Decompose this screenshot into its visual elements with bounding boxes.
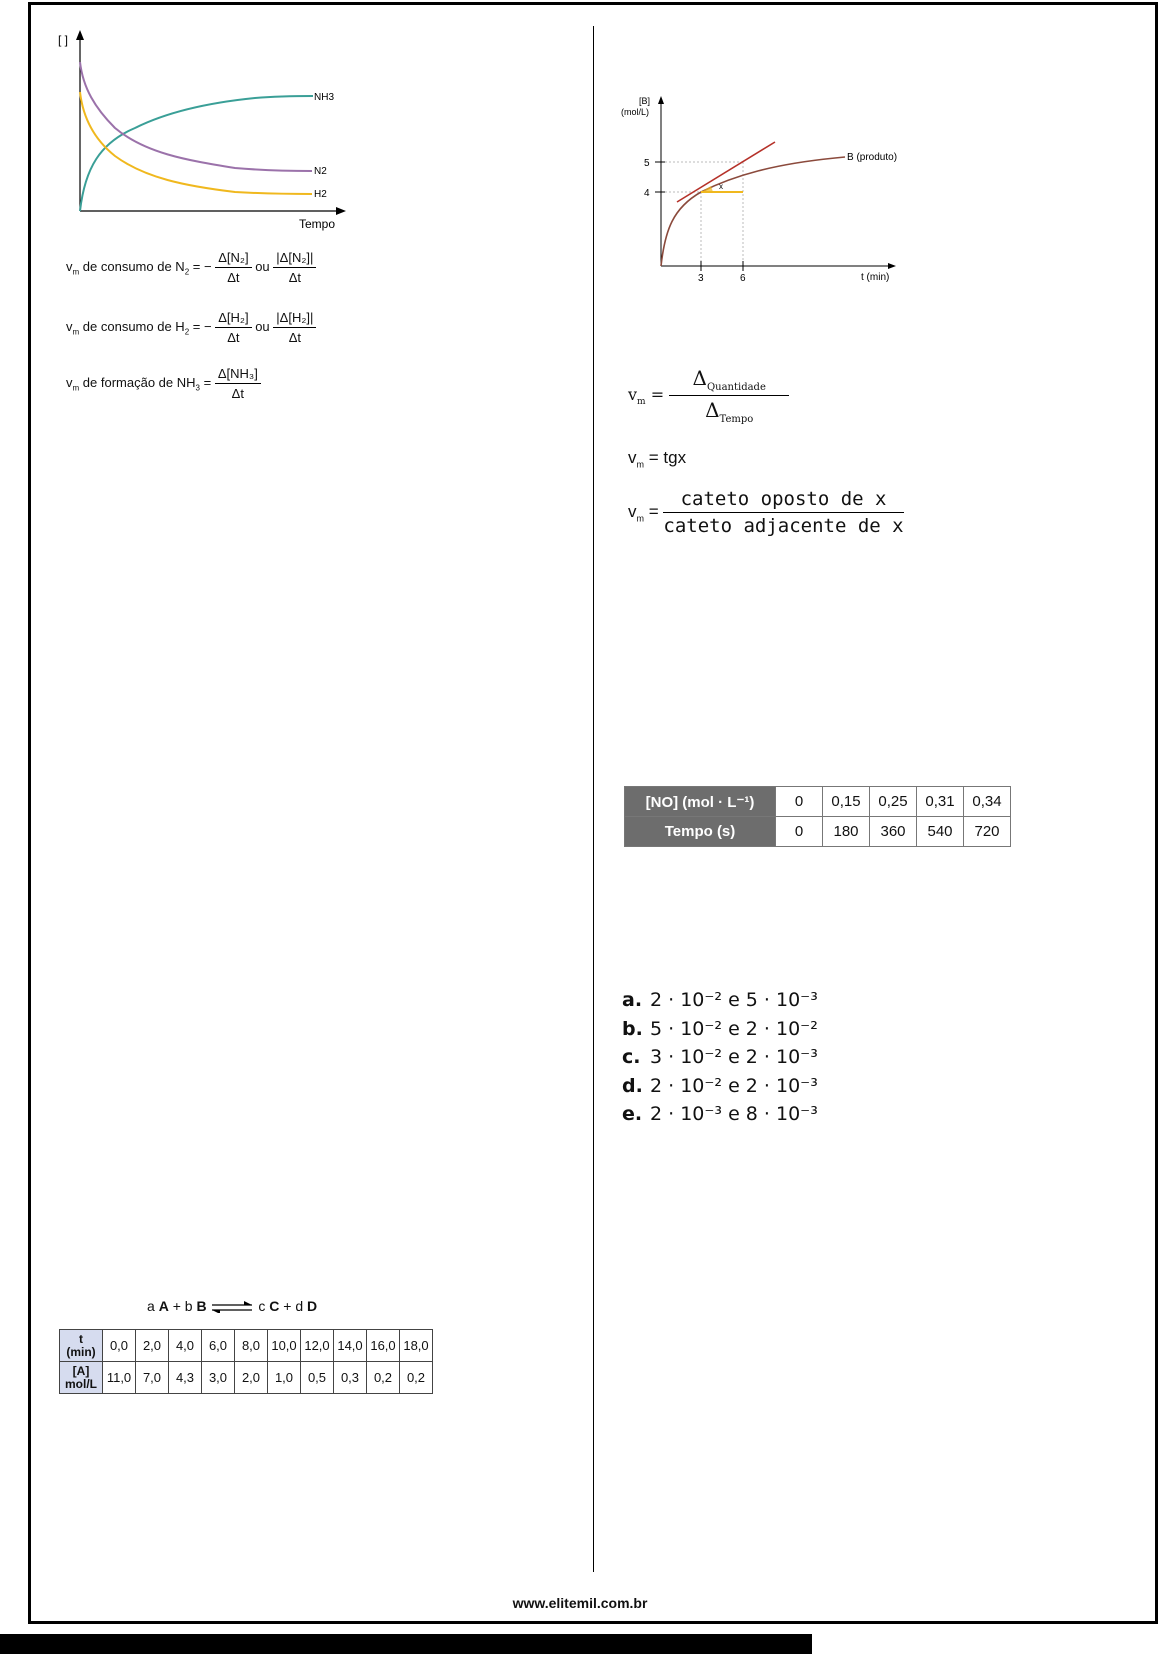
option-b[interactable]: b. 5 · 10⁻² e 2 · 10⁻² (622, 1017, 818, 1040)
option-a[interactable]: a. 2 · 10⁻² e 5 · 10⁻³ (622, 989, 818, 1011)
series-nh3-label: NH3 (314, 92, 335, 103)
formula-n2-consumption: $v_m$ de consumo de $N_2$ = − $\frac{\text{Δ[N₂]}}{\Delta t}$ ou $\frac{\text{|Δ[N₂]|}}{\Delta t}$ (66, 250, 316, 285)
table-cell: 0,31 (917, 787, 964, 817)
x-tick-label-3: 3 (698, 273, 704, 284)
table-row (625, 787, 1011, 817)
formula-h2-consumption: $v_m$ de consumo de $H_2$ = − $\frac{\text{Δ[H₂]}}{\Delta t}$ ou $\frac{\text{|Δ[H₂]|}}{\Delta t}$ (66, 310, 316, 345)
table-cell: 4,0 (169, 1330, 202, 1362)
y-tick-label-5: 5 (644, 158, 650, 169)
row-header: [A] mol/L (60, 1362, 103, 1394)
y-axis-label-line1: [B] (639, 96, 651, 106)
x-tick-label-6: 6 (740, 273, 746, 284)
table-cell: 0,0 (103, 1330, 136, 1362)
table-cell: 540 (917, 817, 964, 847)
no-concentration-table (624, 786, 1011, 847)
bottom-black-bar (0, 1634, 812, 1654)
table-cell: 360 (870, 817, 917, 847)
table-cell: 12,0 (301, 1330, 334, 1362)
table-cell: 180 (823, 817, 870, 847)
y-tick-label-4: 4 (644, 188, 650, 199)
formula-cateto-ratio: $v_m$ = $\frac{\text{cateto oposto de x}}{\text{cateto adjacente de x}}$ (628, 488, 904, 537)
table-cell: 2,0 (235, 1362, 268, 1394)
table-row (625, 817, 1011, 847)
y-axis-label: [ ] (58, 33, 69, 47)
x-axis-arrow (888, 263, 896, 269)
table-cell: 10,0 (268, 1330, 301, 1362)
footer-url[interactable]: www.elitemil.com.br (512, 1595, 648, 1611)
formula-tangent: $v_m$ = tgx (628, 448, 687, 470)
formula-average-rate: $v_m$ = $\frac{\Delta_{Quantidade}}{\Delta_{Tempo}}$ (628, 366, 789, 425)
series-h2-label: H2 (314, 189, 327, 200)
table-cell: 6,0 (202, 1330, 235, 1362)
answer-options (622, 986, 818, 1129)
table-cell: 0,2 (400, 1362, 433, 1394)
y-axis-arrow (76, 30, 84, 40)
y-axis-arrow (658, 96, 664, 104)
table-cell: 2,0 (136, 1330, 169, 1362)
table-cell: 720 (964, 817, 1011, 847)
equilibrium-arrows-icon (210, 1301, 254, 1313)
table-cell: 3,0 (202, 1362, 235, 1394)
a-concentration-table (59, 1329, 433, 1394)
y-axis-label-line2: (mol/L) (621, 107, 650, 117)
column-divider (593, 26, 594, 1572)
table-cell: 0,5 (301, 1362, 334, 1394)
row-header: [NO] (mol · L⁻¹) (625, 787, 776, 817)
series-n2-label: N2 (314, 166, 327, 177)
table-row (60, 1330, 433, 1362)
row-header: Tempo (s) (625, 817, 776, 847)
product-curve (661, 157, 845, 266)
table-row (60, 1362, 433, 1394)
option-d[interactable]: d. 2 · 10⁻² e 2 · 10⁻³ (622, 1074, 818, 1097)
table-cell: 11,0 (103, 1362, 136, 1394)
formula-nh3-formation: $v_m$ de formação de $NH_3$ = $\frac{\text{Δ[NH₃]}}{\Delta t}$ (66, 366, 261, 401)
table-cell: 0 (776, 817, 823, 847)
table-cell: 0,34 (964, 787, 1011, 817)
angle-label: x (719, 182, 723, 191)
table-cell: 0 (776, 787, 823, 817)
table-cell: 0,3 (334, 1362, 367, 1394)
x-axis-label: Tempo (299, 217, 336, 231)
x-axis-arrow (336, 207, 346, 215)
row-header: t (min) (60, 1330, 103, 1362)
reaction-equation: a A + b B c C + d D (147, 1298, 318, 1314)
table-cell: 0,2 (367, 1362, 400, 1394)
option-e[interactable]: e. 2 · 10⁻³ e 8 · 10⁻³ (622, 1103, 818, 1125)
table-cell: 1,0 (268, 1362, 301, 1394)
table-cell: 7,0 (136, 1362, 169, 1394)
curve-label: B (produto) (847, 152, 898, 163)
concentration-time-graph (55, 28, 355, 238)
table-cell: 4,3 (169, 1362, 202, 1394)
table-cell: 0,15 (823, 787, 870, 817)
table-cell: 0,25 (870, 787, 917, 817)
option-c[interactable]: c. 3 · 10⁻² e 2 · 10⁻³ (622, 1046, 818, 1068)
table-cell: 18,0 (400, 1330, 433, 1362)
table-cell: 8,0 (235, 1330, 268, 1362)
table-cell: 16,0 (367, 1330, 400, 1362)
x-axis-label: t (min) (861, 272, 890, 283)
product-concentration-graph (615, 90, 915, 290)
table-cell: 14,0 (334, 1330, 367, 1362)
